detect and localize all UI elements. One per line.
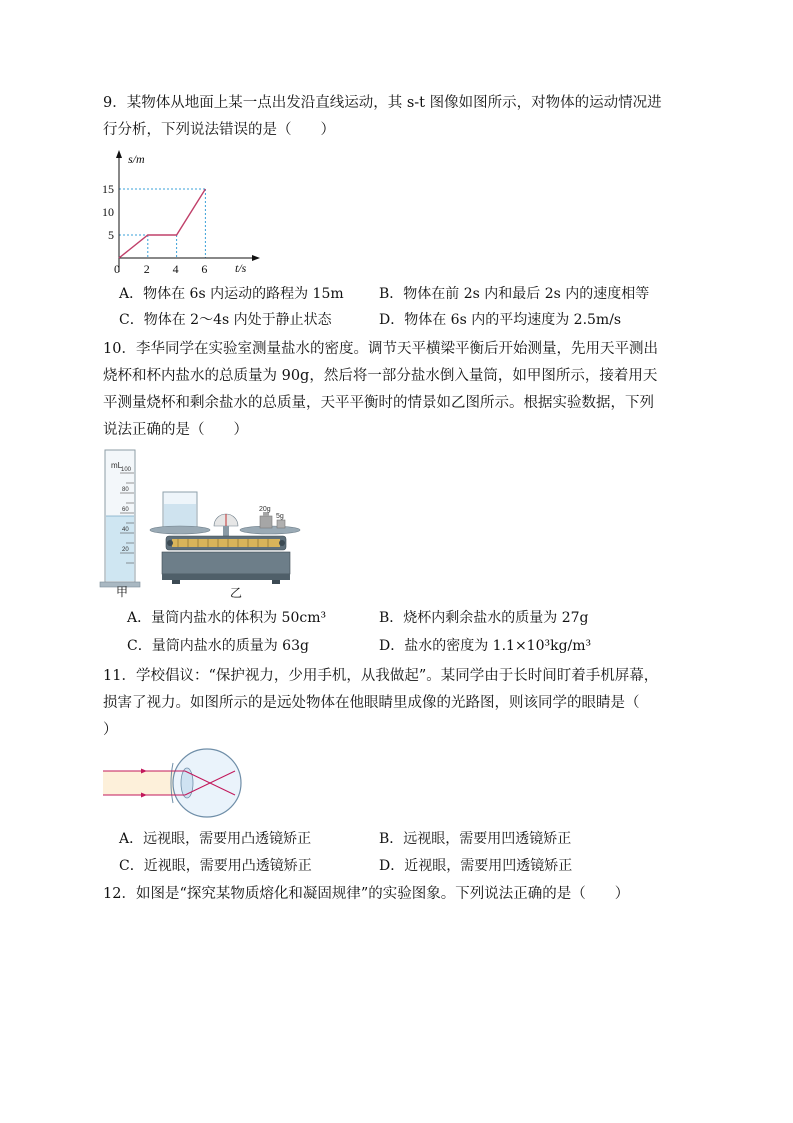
q11-stem-line1: 11．学校倡议：“保护视力，少用手机，从我做起”。某同学由于长时间盯着手机屏幕， [103,668,659,684]
q11-option-c[interactable]: C．近视眼，需要用凸透镜矫正 [119,858,312,874]
q12-stem-line1: 12．如图是“探究某物质熔化和凝固规律”的实验图象。下列说法正确的是（ ） [103,886,630,902]
x-tick-label: 0 [114,262,120,276]
q10-option-b[interactable]: B．烧杯内剩余盐水的质量为 27g [379,610,589,626]
y-tick-label: 15 [102,182,114,196]
cylinder-tick-20: 20 [122,547,129,553]
eye-ray-diagram [103,743,253,813]
q10-stem-line3: 平测量烧杯和剩余盐水的总质量，天平平衡时的情景如乙图所示。根据实验数据，下列 [103,395,654,411]
cylinder-tick-100: 100 [121,467,132,473]
q9-stem-line2: 行分析，下列说法错误的是（ ） [103,122,335,138]
weight-5g: 5g [276,513,284,520]
q11-option-b[interactable]: B．远视眼，需要用凹透镜矫正 [379,831,572,847]
cylinder-tick-40: 40 [122,527,129,533]
x-tick-label: 6 [201,262,208,276]
y-axis-label: s/m [128,152,145,166]
q10-option-a[interactable]: A．量筒内盐水的体积为 50cm³ [127,610,327,626]
balance-label: 乙 [230,586,243,600]
cylinder-tick-60: 60 [122,507,129,513]
series-line [119,189,205,258]
q11-option-a[interactable]: A．远视眼，需要用凸透镜矫正 [119,831,312,847]
x-axis-arrow [252,255,260,261]
q10-option-c[interactable]: C．量筒内盐水的质量为 63g [127,638,309,654]
y-axis-arrow [116,150,122,158]
q9-option-a[interactable]: A．物体在 6s 内运动的路程为 15m [119,286,344,302]
x-tick-label: 4 [172,262,179,276]
x-axis-label: t/s [235,261,247,275]
q11-option-d[interactable]: D．近视眼，需要用凹透镜矫正 [379,858,573,874]
x-tick-label: 2 [143,262,150,276]
q10-stem-line1: 10．李华同学在实验室测量盐水的密度。调节天平横梁平衡后开始测量，先用天平测出 [103,341,658,357]
cylinder-unit: mL [111,461,123,470]
q9-option-c[interactable]: C．物体在 2～4s 内处于静止状态 [119,312,332,328]
q10-option-d[interactable]: D．盐水的密度为 1.1×10³kg/m³ [379,638,592,654]
q11-stem-line3: ） [103,722,118,738]
y-tick-label: 5 [108,228,114,242]
q10-stem-line2: 烧杯和杯内盐水的总质量为 90g，然后将一部分盐水倒入量筒，如甲图所示，接着用天 [103,368,658,384]
cylinder-label: 甲 [116,585,129,599]
balance-figure [148,490,308,600]
q9-option-d[interactable]: D．物体在 6s 内的平均速度为 2.5m/s [379,312,622,328]
q10-stem-line4: 说法正确的是（ ） [103,422,248,438]
cylinder-tick-80: 80 [122,487,129,493]
q9-option-b[interactable]: B．物体在前 2s 内和最后 2s 内的速度相等 [379,286,650,302]
q11-stem-line2: 损害了视力。如图所示的是远处物体在他眼睛里成像的光路图，则该同学的眼睛是（ [103,695,640,711]
q9-stem-line1: 9．某物体从地面上某一点出发沿直线运动，其 s-t 图像如图所示，对物体的运动情况进 [103,95,662,111]
weight-20g: 20g [259,506,271,513]
y-tick-label: 10 [102,205,114,219]
